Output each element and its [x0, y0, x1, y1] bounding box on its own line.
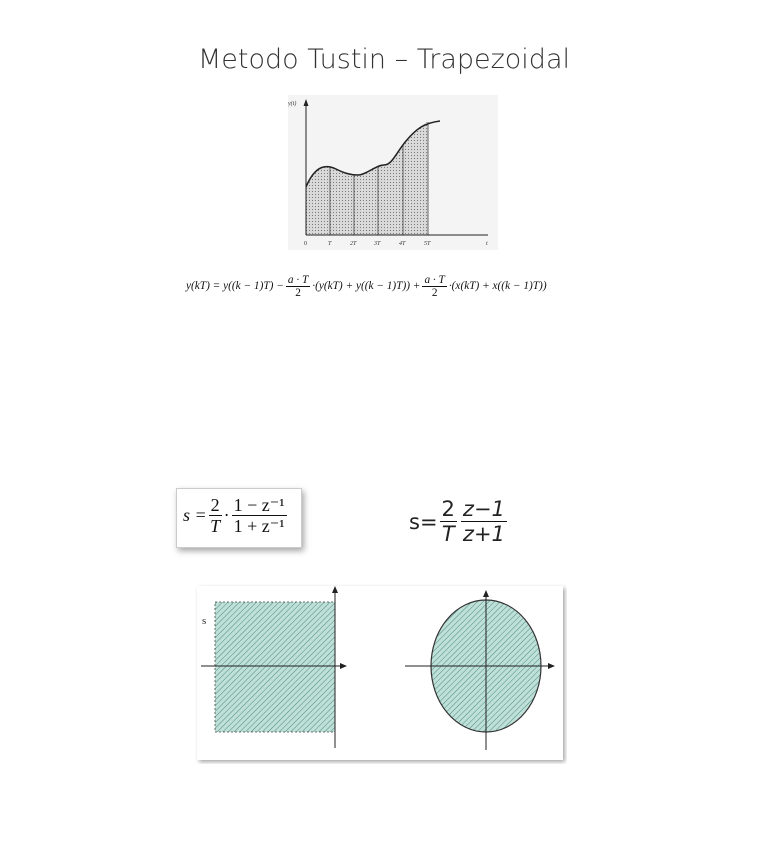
- x-axis-label: t: [486, 241, 488, 247]
- eq3-frac1-numerator: 2: [441, 497, 455, 521]
- eq1-fraction-2: [422, 274, 446, 299]
- eq3-frac1-denominator: T: [441, 522, 455, 546]
- eq1-fraction-1: [286, 274, 310, 299]
- tustin-z-equation: [409, 497, 509, 546]
- eq3-fraction-1: [440, 497, 457, 546]
- tustin-substitution-box: [176, 488, 302, 548]
- eq2-fraction-2: [232, 495, 287, 536]
- eq2-frac2-numerator: 1 − z⁻¹: [233, 495, 285, 515]
- s-to-z-plane-mapping: [195, 584, 567, 764]
- tick-label: 3T: [374, 241, 381, 247]
- tick-label: 2T: [350, 241, 357, 247]
- eq1-middle: ·(y(kT) + y((k − 1)T)) +: [312, 280, 421, 292]
- tick-label: 5T: [424, 241, 431, 247]
- tick-label: 0: [304, 241, 307, 247]
- eq2-frac1-numerator: 2: [210, 495, 220, 515]
- tick-label: T: [328, 241, 332, 247]
- eq1-frac1-denominator: 2: [295, 286, 301, 299]
- s-plane-label: s: [202, 615, 207, 627]
- s-plane-left-half: [215, 602, 335, 732]
- slide-title: Metodo Tustin – Trapezoidal: [198, 44, 570, 75]
- eq3-frac2-denominator: z+1: [462, 522, 505, 546]
- eq2-frac1-denominator: T: [210, 516, 221, 536]
- eq1-frac2-denominator: 2: [431, 286, 438, 299]
- eq2-dot: ·: [223, 505, 230, 525]
- eq3-fraction-2: [461, 497, 507, 546]
- eq1-lhs: y(kT) = y((k − 1)T) −: [186, 280, 284, 292]
- eq2-fraction-1: [209, 495, 222, 536]
- tustin-substitution-equation: [183, 495, 289, 536]
- eq1-rhs: ·(x(kT) + x((k − 1)T)): [448, 280, 547, 292]
- eq3-lhs: s=: [409, 509, 438, 534]
- eq2-lhs: s =: [183, 505, 207, 525]
- eq1-frac1-numerator: a · T: [287, 273, 309, 286]
- tick-label: 4T: [399, 241, 406, 247]
- y-axis-label: y(t): [288, 101, 297, 107]
- eq3-frac2-numerator: z−1: [462, 497, 505, 521]
- eq1-frac2-numerator: a · T: [424, 273, 445, 286]
- tustin-difference-equation: [186, 268, 596, 304]
- trapezoid-area-graph: [288, 95, 498, 250]
- eq2-frac2-denominator: 1 + z⁻¹: [233, 516, 285, 536]
